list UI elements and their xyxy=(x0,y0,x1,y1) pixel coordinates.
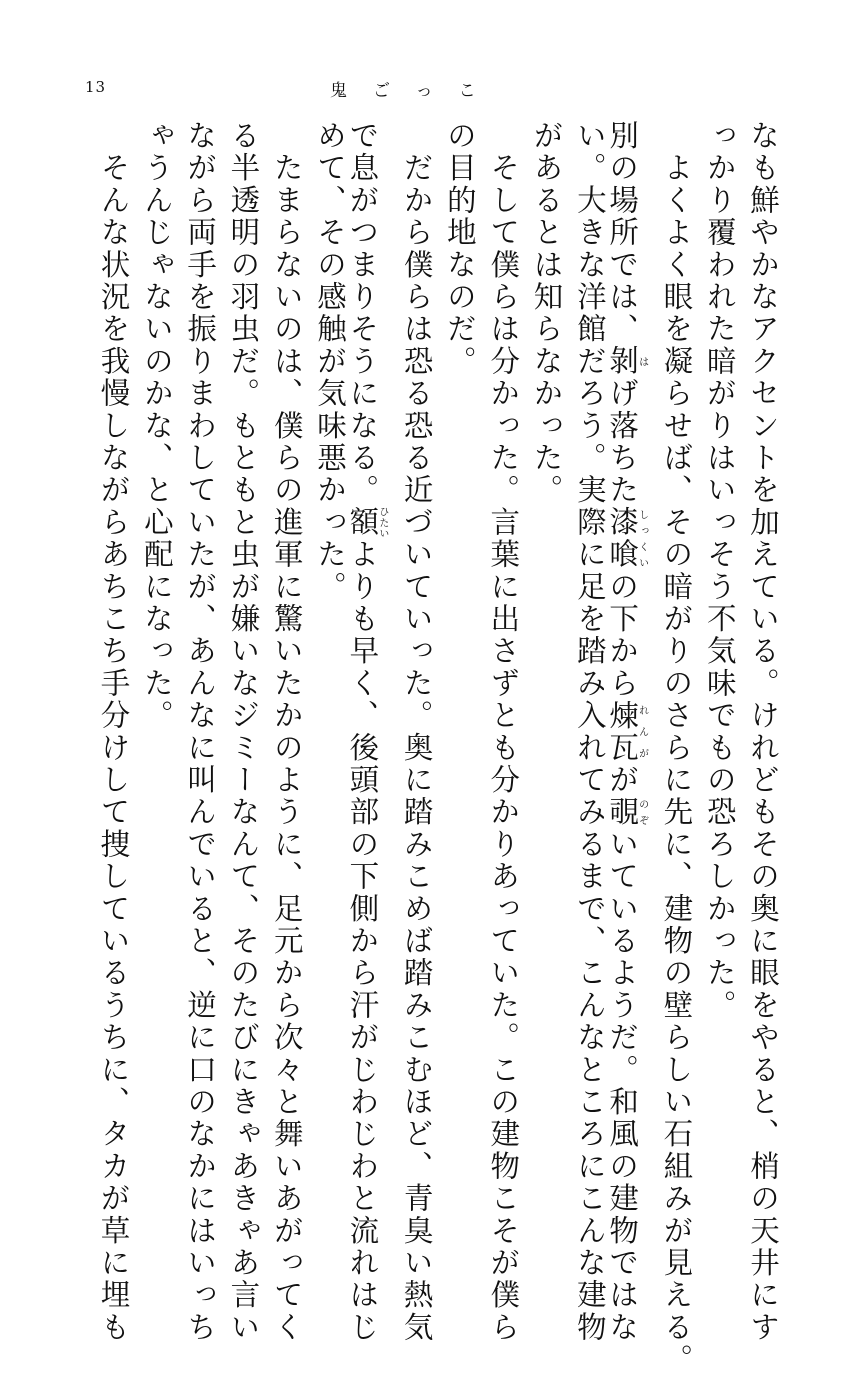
text-line: なも鮮やかなアクセントを加えている。けれどもその奥に眼をやると、梢の天井にす xyxy=(746,120,780,1344)
ruby-word: 剝は xyxy=(605,345,648,378)
text-line: そして僕らは分かった。言葉に出さずとも分かりあっていた。この建物こそが僕ら xyxy=(486,120,521,1344)
text-line-ruby: で息がつまりそうになる。額ひたいよりも早く、後頭部の下側から汗がじわじわと流れはじ xyxy=(345,120,388,1344)
ruby-reading: ひたい xyxy=(376,506,388,539)
ruby-word: 漆喰しっくい xyxy=(605,506,648,571)
text-line: ゃうんじゃないのかな、と心配になった。 xyxy=(139,120,174,732)
text-line: ながら両手を振りまわしていたが、あんなに叫んでいると、逆に口のなかにはいっち xyxy=(183,120,218,1344)
text-line-ruby: 別の場所では、剝はげ落ちた漆喰しっくいの下から煉瓦れんがが覗のぞいているようだ。和風の建物ではな xyxy=(605,120,648,1344)
running-title: 鬼ごっこ xyxy=(330,81,502,101)
text-line: い。大きな洋館だろう。実際に足を踏み入れてみるまで、こんなところにこんな建物 xyxy=(572,120,607,1344)
ruby-reading: れんが xyxy=(636,699,648,765)
ruby-word: 覗のぞ xyxy=(605,796,648,829)
text-line: だから僕らは恐る恐る近づいていった。奥に踏みこめば踏みこむほど、青臭い熱気 xyxy=(399,120,434,1344)
page-number: 13 xyxy=(85,78,107,96)
text-line: そんな状況を我慢しながらあちこち手分けして捜しているうちに、タカが草に埋も xyxy=(96,120,131,1344)
body-text xyxy=(85,120,780,1376)
text-line: があるとは知らなかった。 xyxy=(529,120,564,507)
ruby-word: 煉瓦れんが xyxy=(605,699,648,765)
ruby-word: 額ひたい xyxy=(345,506,388,539)
text-line: たまらないのは、僕らの進軍に驚いたかのように、足元から次々と舞いあがってく xyxy=(269,120,304,1344)
text-line: めて、その感触が気味悪かった。 xyxy=(313,120,347,603)
text-line: っかり覆われた暗がりはいっそう不気味でもの恐ろしかった。 xyxy=(702,120,737,1022)
text-line: る半透明の羽虫だ。もともと虫が嫌いなジミーなんて、そのたびにきゃあきゃあ言い xyxy=(226,120,261,1344)
ruby-reading: のぞ xyxy=(636,796,648,829)
ruby-reading: しっくい xyxy=(636,506,648,571)
text-line: の目的地なのだ。 xyxy=(442,120,477,378)
text-line: よくよく眼を凝らせば、その暗がりのさらに先に、建物の壁らしい石組みが見える。 xyxy=(659,120,694,1376)
ruby-reading: は xyxy=(636,345,648,378)
